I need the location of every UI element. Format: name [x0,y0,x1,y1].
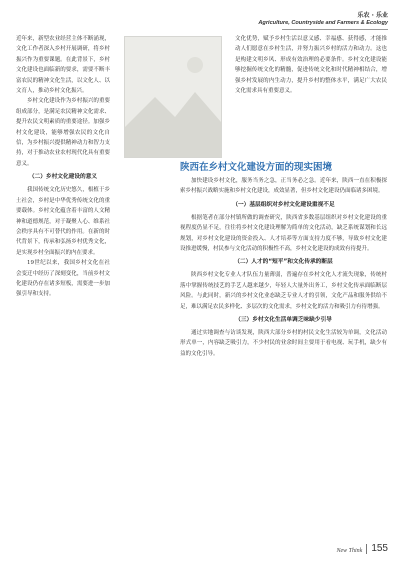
magazine-name: New Think [336,548,363,554]
paragraph: 通过实地调查与访谈发现，陕西大部分乡村的村民文化生活较为单调，文化活动形式单一，内容缺乏吸引力，不少村民的业余时间主要用于看电视、玩手机，缺少有益的文化引导。 [180,330,387,357]
photo-placeholder-icon [125,37,221,157]
right-column-bottom [180,176,387,359]
paragraph: 陕西乡村文化专业人才队伍力量薄弱，普遍存在乡村文化人才流失现象，传统村落中掌握传统技艺的手艺人越来越少，年轻人大量外出务工，乡村文化传承面临断层风险。与此同时，新兴的乡村文化业态缺乏专业人才的引领，文化产品和服务供给不足，难以满足农民多样化、多层次的文化需求，乡村文化的活力和吸引力有待增强。 [180,272,387,310]
subheading: （二）人才的“短平”和文化传承的断层 [234,259,333,266]
subheading: （三）乡村文化生活单调乏味缺少引导 [235,317,332,324]
footer-divider [366,544,367,554]
paragraph: 乡村文化建设作为乡村振兴的重要组成部分，是满足农民精神文化需求、提升农民文明素质的重要途径。加强乡村文化建设，能够增强农民的文化自信，为乡村振兴提供精神动力和智力支持，对于推动农业农村现代化具有重要意义。 [16,98,110,167]
section-title: 陕西在乡村文化建设方面的现实困境 [180,162,333,173]
left-column [16,34,110,300]
subheading: （一）基层组织对乡村文化建设重视不足 [232,201,335,208]
right-column-top [235,34,387,96]
page-number: 155 [371,543,388,554]
page-footer [336,543,388,554]
header-title-cn: 乐农 · 乐业 [357,12,388,19]
paragraph: 根据笔者在部分村镇所做的调查研究，陕西省多数基层组织对乡村文化建设的重视程度仍显不足，往往将乡村文化建设理解为简单的文化活动，缺乏系统谋划和长远规划，对乡村文化建设的资金投入、人才培养等方面支持力度不够，导致乡村文化建设推进缓慢，村民参与文化活动的积极性不高，乡村文化建设的成效有待提升。 [180,214,387,253]
paragraph: 近年来，新型农业经营主体不断涌现，文化工作者深入乡村开展调研，将乡村振兴作为重要课题。在此背景下，乡村文化建设也面临新的要求，需要不断丰富农民的精神文化生活，以文化人、以文育人，推动乡村文化振兴。 [16,36,110,95]
page-header [258,10,388,26]
paragraph: 19世纪以来，我国乡村文化在社会变迁中经历了深刻变化，当前乡村文化建设仍存在诸多短板，需要进一步加强引导和支持。 [16,260,110,298]
header-divider [282,29,388,30]
paragraph: 加快建设乡村文化，服务当务之急，正当务必之急。近年来，陕西一直在积极探索乡村振兴战略实施和乡村文化建设，成效显著，但乡村文化建设仍面临诸多困境。 [180,178,387,195]
subheading: （二）乡村文化建设的意义 [28,174,98,181]
paragraph: 文化优势，赋予乡村生活以意义感、幸福感、获得感，才能推动人们愿意在乡村生活，并努力振兴乡村的活力和动力。这也是构建文明乡风、形成有效治理的必要条件。乡村文化建设能够挖掘传统文化的精髓，促进传统文化和时代精神相结合，增强乡村发展的内生动力，提升乡村的整体水平，满足广大农民文化需求具有重要意义。 [235,36,387,95]
article-photo [124,36,222,158]
paragraph: 我国传统文化历史悠久，根植于乡土社会，乡村是中华优秀传统文化的重要载体。乡村文化蕴含着丰富的人文精神和道德规范，对于凝聚人心、维系社会秩序具有不可替代的作用。在新的时代背景下，传承和弘扬乡村优秀文化，是实现乡村全面振兴的内在要求。 [16,187,110,256]
header-title-en: Agriculture, Countryside and Farmers & Ecology [258,20,388,26]
